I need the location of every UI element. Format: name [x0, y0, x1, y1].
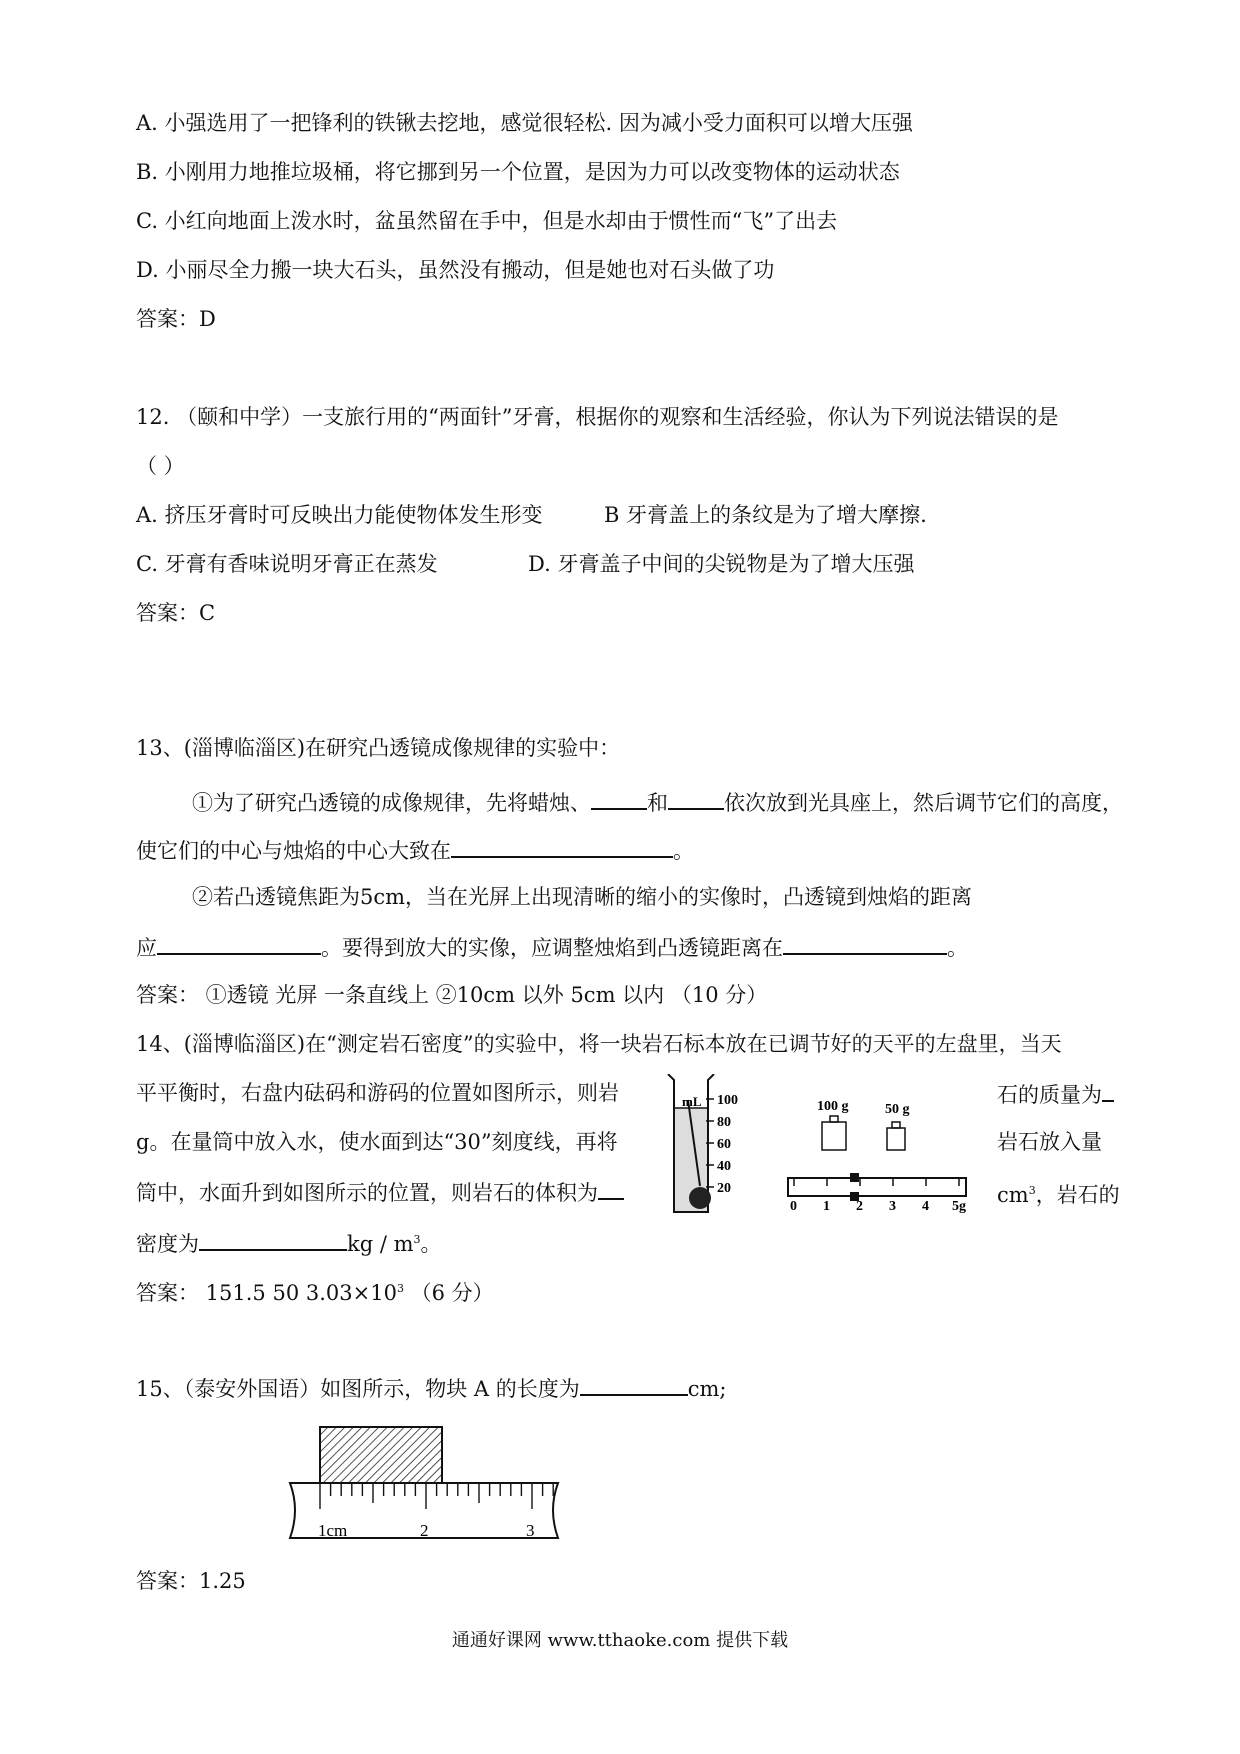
- blank-4[interactable]: [157, 931, 321, 955]
- q14-line4-right: $cm^3$，岩石的: [997, 1183, 1120, 1207]
- scale-label-4: 4: [922, 1199, 929, 1214]
- block-a-icon: [320, 1427, 442, 1483]
- q12-stem: 12. （颐和中学）一支旅行用的“两面针”牙膏，根据你的观察和生活经验，你认为下列说法错误的是: [136, 405, 1059, 429]
- q12-option-c: C. 牙膏有香味说明牙膏正在蒸发: [136, 552, 438, 576]
- cylinder-tick-100: 100: [717, 1093, 738, 1108]
- q11-option-c: C. 小红向地面上泼水时，盆虽然留在手中，但是水却由于惯性而“飞”了出去: [136, 209, 838, 233]
- q13-answer: 答案： ①透镜 光屏 一条直线上 ②10cm 以外 5cm 以内 （10 分）: [136, 983, 768, 1007]
- q12-option-d: D. 牙膏盖子中间的尖锐物是为了增大压强: [528, 552, 915, 576]
- q14-figure: [660, 1074, 980, 1220]
- blank-density[interactable]: [199, 1227, 347, 1251]
- blank-3[interactable]: [451, 834, 673, 858]
- scale-label-5g: 5g: [952, 1199, 966, 1214]
- cylinder-tick-20: 20: [717, 1181, 731, 1196]
- q15-answer: 答案：1.25: [136, 1569, 246, 1593]
- scale-label-1: 1: [823, 1199, 830, 1214]
- q11-option-b: B. 小刚用力地推垃圾桶，将它挪到另一个位置，是因为力可以改变物体的运动状态: [136, 160, 900, 184]
- ruler-label-2: 2: [420, 1521, 429, 1540]
- q13-part2-line2: 应 。要得到放大的实像，应调整烛焰到凸透镜距离在 。: [136, 931, 968, 963]
- cylinder-tick-40: 40: [717, 1159, 731, 1174]
- q14-answer: 答案： 151.5 50 $3.03\times 10^3$ （6 分）: [136, 1281, 494, 1305]
- scale-label-3: 3: [889, 1199, 896, 1214]
- q14-line3-right: 岩石放入量: [997, 1130, 1102, 1154]
- scale-label-2: 2: [856, 1199, 863, 1214]
- page-footer: 通通好课网 www.tthaoke.com 提供下载: [451, 1630, 789, 1651]
- cylinder-tick-80: 80: [717, 1115, 731, 1130]
- rider-scale-icon: [788, 1173, 966, 1201]
- q12-option-b: B 牙膏盖上的条纹是为了增大摩擦.: [604, 503, 927, 527]
- q13-part1-line2: 使它们的中心与烛焰的中心大致在 。: [136, 834, 694, 866]
- cylinder-unit-label: mL: [682, 1094, 702, 1109]
- cylinder-tick-60: 60: [717, 1137, 731, 1152]
- q13-part1-line1: ①为了研究凸透镜的成像规律，先将蜡烛、 和 依次放到光具座上，然后调节它们的高度，: [192, 786, 1123, 818]
- weight-100g-icon: [822, 1116, 846, 1150]
- ruler-label-1cm: 1cm: [318, 1521, 348, 1540]
- q12-paren: （ ）: [136, 454, 185, 478]
- weight-50g-icon: [887, 1122, 905, 1150]
- q11-answer: 答案：D: [136, 307, 216, 331]
- q15-stem: 15、（泰安外国语）如图所示，物块 A 的长度为 cm;: [136, 1372, 727, 1404]
- q14-stem: 14、(淄博临淄区)在“测定岩石密度”的实验中，将一块岩石标本放在已调节好的天平的左盘里，当天: [136, 1032, 1062, 1056]
- blank-mass[interactable]: [1102, 1078, 1114, 1102]
- q12-answer: 答案：C: [136, 601, 216, 625]
- q14-line4-left: 筒中，水面升到如图所示的位置，则岩石的体积为: [136, 1176, 624, 1208]
- scale-label-0: 0: [790, 1199, 797, 1214]
- ruler-label-3: 3: [526, 1521, 535, 1540]
- q14-line2-left: 平平衡时，右盘内砝码和游码的位置如图所示，则岩: [136, 1081, 619, 1105]
- q14-line3-left: g。在量筒中放入水，使水面到达“30”刻度线，再将: [136, 1130, 618, 1154]
- weight-100g-label: 100 g: [817, 1099, 849, 1114]
- q11-option-a: A. 小强选用了一把锋利的铁锹去挖地，感觉很轻松. 因为减小受力面积可以增大压强: [136, 111, 913, 135]
- blank-volume[interactable]: [598, 1176, 624, 1200]
- q13-part2-line1: ②若凸透镜焦距为5cm，当在光屏上出现清晰的缩小的实像时，凸透镜到烛焰的距离: [192, 885, 973, 909]
- weight-50g-label: 50 g: [885, 1102, 910, 1117]
- q13-stem: 13、(淄博临淄区)在研究凸透镜成像规律的实验中：: [136, 736, 621, 760]
- q11-option-d: D. 小丽尽全力搬一块大石头，虽然没有搬动，但是她也对石头做了功: [136, 258, 775, 282]
- blank-length[interactable]: [580, 1372, 688, 1396]
- blank-1[interactable]: [591, 786, 647, 810]
- q15-figure: [286, 1426, 568, 1554]
- q14-line5: 密度为 kg / $m^3$。: [136, 1225, 442, 1259]
- q14-line2-right: 石的质量为: [997, 1078, 1114, 1110]
- blank-2[interactable]: [668, 786, 724, 810]
- q12-option-a: A. 挤压牙膏时可反映出力能使物体发生形变: [136, 503, 543, 527]
- blank-5[interactable]: [783, 931, 947, 955]
